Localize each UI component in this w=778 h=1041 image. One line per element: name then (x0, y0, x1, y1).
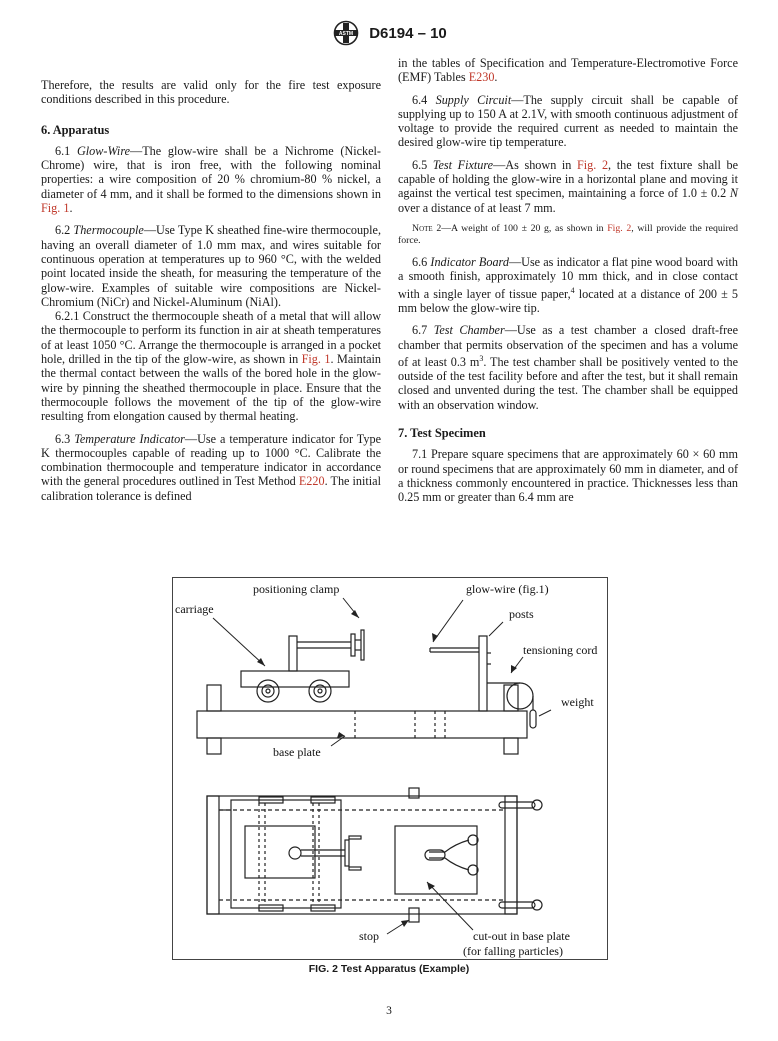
label-tensioning-cord: tensioning cord (523, 643, 598, 657)
note-2: Note 2—A weight of 100 ± 20 g, as shown in Fig. 2, will provide the required force. (398, 222, 738, 246)
figure-caption: FIG. 2 Test Apparatus (Example) (308, 963, 470, 975)
label-posts: posts (509, 607, 534, 621)
label-base-plate: base plate (273, 745, 321, 759)
base-plate-top (207, 796, 517, 914)
label-cutout-line2: (for falling particles) (463, 944, 563, 958)
document-designation: D6194 – 10 (369, 24, 447, 42)
paragraph-6-5: 6.5 Test Fixture—As shown in Fig. 2, the test fixture shall be capable of holding the glow-wire in a horizontal plane and moving it against the vertical test specimen, maintaining a force of 1.0 ± 0.2 N over a distance of at least 7 mm. (398, 157, 739, 215)
svg-text:ASTM: ASTM (339, 31, 354, 38)
label-stop: stop (359, 929, 380, 943)
section-heading-test-specimen: 7. Test Specimen (398, 426, 486, 441)
label-glow-wire: glow-wire (fig.1) (466, 582, 549, 596)
label-cutout-line1: cut-out in base plate (473, 929, 570, 943)
e220-link[interactable]: E220 (298, 474, 325, 489)
paragraph-6-2: 6.2 Thermocouple—Use Type K sheathed fine-wire thermocouple, having an overall diameter of 1.0 mm max, and wires suitable for continuous operation at temperatures up to 960 °C, with the welded point located inside the sheath, for measuring the temperature of the glow-wire. Examples of suitable wire compositions are Nickel-Chromium (NiCr) and Nickel-Aluminum (NiAl). (41, 223, 381, 309)
figure-2-test-apparatus (172, 577, 608, 960)
post-side (479, 636, 487, 711)
apparatus-drawing (173, 578, 609, 961)
fig-1-link[interactable]: Fig. 1 (301, 352, 331, 367)
base-plate-side (197, 711, 527, 738)
paragraph-6-6: 6.6 Indicator Board—Use as indicator a flat pine wood board with a smooth finish, approximately 10 mm thick, and in close contact with a single layer of tissue paper,$^4$ located at a distance of 200 ± 5 mm below the glow-wire tip. (398, 254, 739, 315)
fig-1-link[interactable]: Fig. 1 (41, 201, 70, 216)
label-carriage: carriage (175, 602, 214, 616)
paragraph-6-1: 6.1 Glow-Wire—The glow-wire shall be a Nichrome (Nickel-Chrome) wire, that is iron free, with the following nominal properties: a wire composition of 20 % chromium-80 % nickel, a diameter of 4 mm, and it shall be formed to the dimensions shown in Fig. 1. (41, 143, 381, 216)
e230-link[interactable]: E230 (468, 70, 495, 85)
fig-2-link[interactable]: Fig. 2 (577, 157, 609, 172)
page-number: 3 (386, 1005, 392, 1017)
astm-logo-icon (331, 20, 361, 46)
right-column (398, 56, 738, 513)
page-header (0, 20, 778, 46)
paragraph-6-7: 6.7 Test Chamber—Use as a test chamber a closed draft-free chamber that permits observation of the specimen and has a volume of at least 0.3 $m^3$. The test chamber shall be positively vented to the outside of the test facility before and after the test, but it shall remain closed and unvented during the test. The chamber shall be equipped with an observation window. (398, 323, 738, 412)
left-column (41, 78, 381, 511)
carriage-body (241, 671, 349, 687)
paragraph-continuation: Therefore, the results are valid only for the fire test exposure conditions described in this procedure. (41, 78, 381, 107)
paragraph-7-1: 7.1 Prepare square specimens that are approximately 60 × 60 mm or round specimens that are approximately 60 mm in diameter, and of a thickness commonly encountered in practice. Thicknesses less than 0.25 mm or greater than 6.4 mm are (398, 447, 738, 505)
paragraph-6-2-1: 6.2.1 Construct the thermocouple sheath of a metal that will allow the thermocouple to perform its function in air at sheath temperatures of at least 1050 °C. Arrange the thermocouple is arranged in a pocket hole, drilled in the tip of the glow-wire, as shown in Fig. 1. Maintain the thermal contact between the walls of the bored hole in the glow-wire by pinning the sheathed thermocouple in place. Ensure that the thermocouple follows the movement of the tip of the glow-wire resulting from elongation caused by thermal heating. (41, 309, 381, 424)
paragraph-6-3: 6.3 Temperature Indicator—Use a temperature indicator for Type K thermocouples capable of reading up to 1000 °C. Calibrate the combination thermocouple and temperature indicator in accordance with the general procedures outlined in Test Method E220. The initial calibration tolerance is defined (41, 431, 381, 503)
label-positioning-clamp: positioning clamp (253, 582, 340, 596)
paragraph-continuation: in the tables of Specification and Temperature-Electromotive Force (EMF) Tables E230. (398, 56, 738, 85)
section-heading-apparatus: 6. Apparatus (41, 122, 110, 137)
paragraph-6-4: 6.4 Supply Circuit—The supply circuit shall be capable of supplying up to 150 A at 2.1V, with smooth continuous adjustment of voltage to provide the required current as needed to maintain the desired glow-wire tip temperature. (398, 92, 738, 150)
fig-2-link[interactable]: Fig. 2 (607, 222, 632, 234)
label-weight: weight (561, 695, 594, 709)
